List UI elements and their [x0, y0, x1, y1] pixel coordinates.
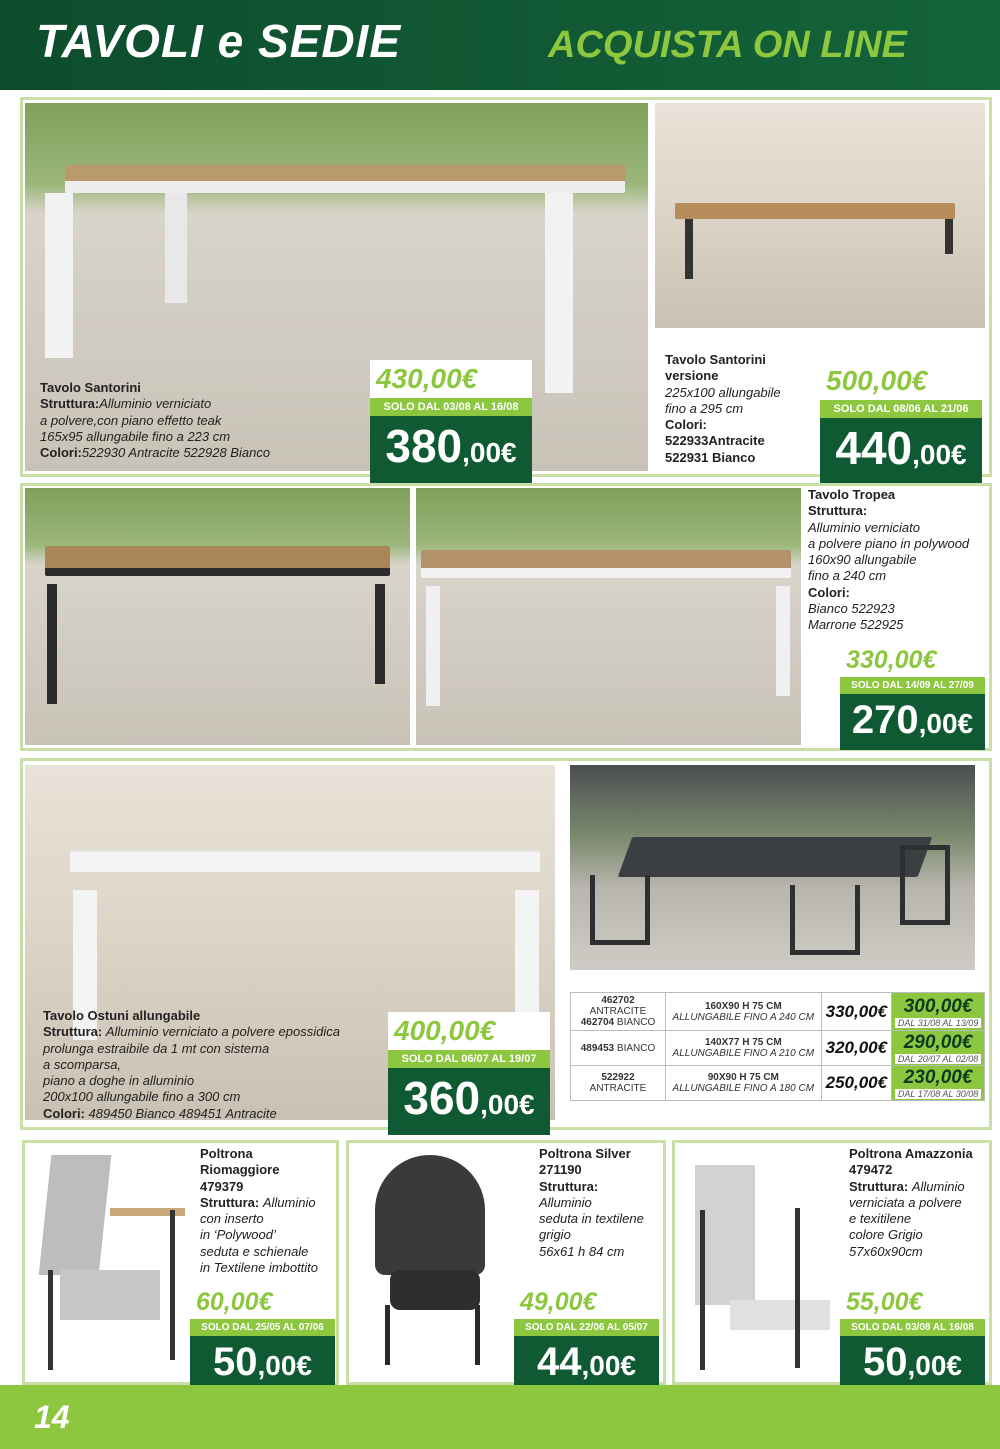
extension: ALLUNGABILE FINO A 180 CM [672, 1083, 815, 1094]
new-price [514, 1336, 659, 1392]
text: 522931 Bianco [665, 449, 756, 465]
text: 160x90 allungabile [808, 552, 917, 568]
promo-cell [892, 1031, 985, 1066]
old-price: 55,00€ [840, 1285, 985, 1319]
price-box [840, 643, 985, 750]
extension: ALLUNGABILE FINO A 240 CM [672, 1011, 815, 1023]
price-dec: ,00€ [918, 708, 974, 739]
product-name: Tavolo Tropea [808, 487, 896, 502]
price-int: 380 [385, 420, 463, 472]
product-image-dining-set [570, 765, 975, 970]
product-name: Poltrona Silver [539, 1146, 631, 1161]
footer-band [0, 1385, 1000, 1449]
page-title: TAVOLI e SEDIE [36, 15, 402, 67]
product-name: Tavolo Santorini [665, 352, 766, 367]
table-row [571, 993, 985, 1031]
chair-description [200, 1146, 318, 1276]
text: in ‘Polywood’ [200, 1227, 276, 1243]
code: 462702 [601, 995, 635, 1006]
price-box [370, 360, 532, 483]
text: prolunga estraibile da 1 mt con sistema [43, 1040, 270, 1056]
size: 160X90 H 75 CM [704, 1000, 782, 1012]
price-dec: ,00€ [462, 437, 517, 468]
label: Struttura: [539, 1178, 599, 1194]
old-price: 500,00€ [820, 362, 982, 400]
promo-price: 230,00€ [903, 1067, 973, 1088]
product-image-tropea-white [416, 488, 801, 745]
text: Alluminio [262, 1194, 316, 1210]
promo-dates: SOLO DAL 08/06 AL 21/06 [820, 400, 982, 418]
chair-image-silver [365, 1150, 515, 1380]
label: Struttura: [200, 1194, 260, 1210]
new-price [820, 418, 982, 485]
text: fino a 295 cm [665, 400, 744, 416]
text: a polvere,con piano effetto teak [40, 412, 222, 428]
old-price: 430,00€ [370, 360, 532, 398]
text: Bianco 522923 [808, 601, 895, 617]
text: 522933Antracite [665, 433, 765, 449]
promo-dates: DAL 20/07 AL 02/08 [895, 1054, 981, 1064]
text: 489450 Bianco 489451 Antracite [88, 1105, 277, 1121]
size-price-table [570, 992, 985, 1101]
page-number: 14 [34, 1399, 70, 1435]
text: a scomparsa, [43, 1056, 122, 1072]
label: Struttura: [849, 1178, 909, 1194]
text: a polvere piano in polywood [808, 535, 970, 551]
chair-image-riomaggiore [40, 1150, 185, 1380]
santorini-description [40, 380, 270, 461]
price-dec: ,00€ [907, 1350, 962, 1381]
promo-price: 290,00€ [903, 1032, 973, 1053]
text: 57x60x90cm [849, 1243, 923, 1259]
new-price [840, 694, 985, 750]
chair-description [539, 1146, 644, 1260]
text: e texitilene [849, 1211, 912, 1227]
old-price: 60,00€ [190, 1285, 335, 1319]
promo-dates: SOLO DAL 03/08 AL 16/08 [840, 1319, 985, 1336]
price-int: 440 [835, 422, 913, 474]
new-price [370, 416, 532, 483]
promo-cell [892, 993, 985, 1031]
text: fino a 240 cm [808, 568, 887, 584]
price-dec: ,00€ [480, 1089, 535, 1120]
code: 489453 [580, 1042, 615, 1054]
text: 56x61 h 84 cm [539, 1243, 625, 1259]
product-code: 479472 [849, 1162, 893, 1178]
text: in Textilene imbottito [200, 1260, 319, 1276]
color: ANTRACITE [589, 1006, 647, 1017]
text: con inserto [200, 1211, 264, 1227]
product-name: Poltrona [200, 1146, 253, 1161]
text: 165x95 allungabile fino a 223 cm [40, 428, 231, 444]
promo-dates: SOLO DAL 22/06 AL 05/07 [514, 1319, 659, 1336]
color: ANTRACITE [589, 1083, 647, 1094]
label: Colori: [43, 1105, 85, 1121]
price-int: 44 [537, 1340, 582, 1384]
code: 462704 [580, 1017, 615, 1028]
text: colore Grigio [849, 1227, 923, 1243]
old-price: 330,00€ [840, 643, 985, 677]
text: versione [665, 368, 719, 384]
table-row [571, 1066, 985, 1101]
text: Alluminio verniciato a polvere epossidica [105, 1024, 340, 1040]
product-name: Tavolo Santorini [40, 380, 141, 395]
chair-description [849, 1146, 973, 1260]
label: Struttura: [43, 1024, 103, 1040]
table-row [571, 1031, 985, 1066]
regular-price: 250,00€ [821, 1066, 892, 1101]
price-int: 270 [851, 698, 919, 742]
old-price: 400,00€ [388, 1012, 550, 1050]
santorini-version-description [665, 352, 781, 466]
text: 200x100 allungabile fino a 300 cm [43, 1089, 241, 1105]
text: Alluminio [539, 1194, 592, 1210]
price-box [190, 1285, 335, 1392]
price-dec: ,00€ [912, 439, 967, 470]
text: 225x100 allungabile [665, 384, 781, 400]
buy-online-link[interactable]: ACQUISTA ON LINE [548, 24, 907, 66]
label: Struttura: [40, 396, 100, 412]
product-code: 479379 [200, 1178, 244, 1194]
promo-dates: DAL 17/08 AL 30/08 [895, 1089, 981, 1099]
product-name: Tavolo Ostuni allungabile [43, 1008, 201, 1023]
new-price [840, 1336, 985, 1392]
price-box [388, 1012, 550, 1135]
size: 140X77 H 75 CM [704, 1037, 782, 1048]
price-box [820, 362, 982, 485]
price-int: 50 [863, 1340, 908, 1384]
text: verniciata a polvere [849, 1194, 962, 1210]
price-int: 360 [403, 1072, 481, 1124]
code: 522922 [601, 1072, 635, 1083]
promo-dates: SOLO DAL 25/05 AL 07/06 [190, 1319, 335, 1336]
promo-dates: SOLO DAL 06/07 AL 19/07 [388, 1050, 550, 1068]
price-dec: ,00€ [581, 1350, 636, 1381]
promo-price: 300,00€ [903, 995, 973, 1017]
size: 90X90 H 75 CM [707, 1072, 779, 1083]
regular-price: 320,00€ [821, 1031, 892, 1066]
text: Marrone 522925 [808, 617, 904, 633]
text: Alluminio verniciato [99, 396, 212, 412]
promo-cell [892, 1066, 985, 1101]
product-name: Poltrona Amazzonia [849, 1146, 973, 1161]
price-box [514, 1285, 659, 1392]
header-banner [0, 0, 1000, 90]
product-name: Riomaggiore [200, 1162, 280, 1178]
text: Alluminio verniciato [808, 519, 920, 535]
label: Colori: [665, 417, 707, 433]
promo-dates: SOLO DAL 03/08 AL 16/08 [370, 398, 532, 416]
text: piano a doghe in alluminio [43, 1073, 195, 1089]
price-box [840, 1285, 985, 1392]
text: seduta e schienale [200, 1243, 309, 1259]
product-code: 271190 [539, 1162, 582, 1178]
price-int: 50 [213, 1340, 258, 1384]
extension: ALLUNGABILE FINO A 210 CM [672, 1048, 815, 1059]
product-image-tropea-brown [25, 488, 410, 745]
promo-dates: DAL 31/08 AL 13/09 [895, 1018, 981, 1028]
tropea-description [808, 487, 969, 634]
color: BIANCO [616, 1017, 656, 1028]
old-price: 49,00€ [514, 1285, 659, 1319]
text: seduta in textilene [539, 1211, 644, 1227]
color: BIANCO [616, 1042, 656, 1054]
label: Struttura: [808, 503, 868, 519]
text: grigio [539, 1227, 571, 1243]
text: 522930 Antracite 522928 Bianco [81, 445, 271, 461]
label: Colori: [40, 445, 82, 461]
text: Alluminio [911, 1178, 965, 1194]
product-image-santorini-version [655, 103, 985, 328]
promo-dates: SOLO DAL 14/09 AL 27/09 [840, 677, 985, 694]
new-price [388, 1068, 550, 1135]
ostuni-description [43, 1008, 340, 1122]
regular-price: 330,00€ [821, 993, 892, 1031]
new-price [190, 1336, 335, 1392]
price-dec: ,00€ [257, 1350, 312, 1381]
label: Colori: [808, 584, 850, 600]
chair-image-amazzonia [690, 1150, 840, 1380]
